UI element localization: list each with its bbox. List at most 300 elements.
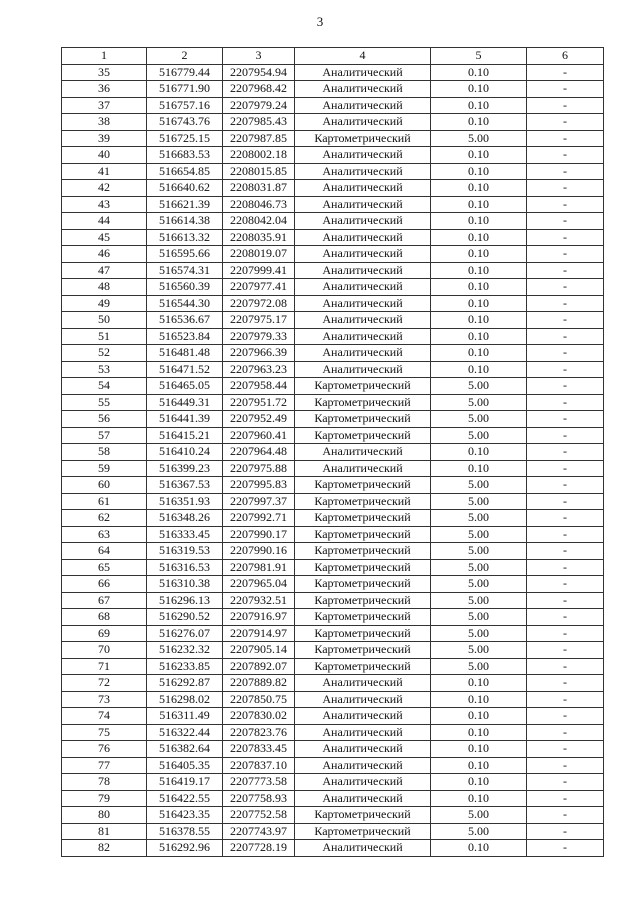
- y-coordinate-cell: 2207999.41: [223, 262, 295, 279]
- point-number-cell: 47: [62, 262, 147, 279]
- method-cell: Аналитический: [295, 295, 431, 312]
- table-row: [62, 543, 604, 560]
- point-number-cell: 38: [62, 114, 147, 131]
- method-cell: Картометрический: [295, 130, 431, 147]
- note-cell: -: [527, 411, 604, 428]
- point-number-cell: 67: [62, 592, 147, 609]
- note-cell: -: [527, 262, 604, 279]
- note-cell: -: [527, 246, 604, 263]
- note-cell: -: [527, 576, 604, 593]
- table-row: [62, 609, 604, 626]
- page-number: 3: [316, 14, 324, 29]
- method-cell: Картометрический: [295, 526, 431, 543]
- note-cell: -: [527, 609, 604, 626]
- note-cell: -: [527, 658, 604, 675]
- accuracy-cell: 0.10: [431, 213, 527, 230]
- y-coordinate-cell: 2208035.91: [223, 229, 295, 246]
- table-row: [62, 345, 604, 362]
- method-cell: Картометрический: [295, 576, 431, 593]
- y-coordinate-cell: 2207987.85: [223, 130, 295, 147]
- point-number-cell: 54: [62, 378, 147, 395]
- method-cell: Аналитический: [295, 312, 431, 329]
- accuracy-cell: 0.10: [431, 790, 527, 807]
- point-number-cell: 60: [62, 477, 147, 494]
- point-number-cell: 45: [62, 229, 147, 246]
- y-coordinate-cell: 2207979.24: [223, 97, 295, 114]
- accuracy-cell: 0.10: [431, 279, 527, 296]
- note-cell: -: [527, 840, 604, 857]
- table-row: [62, 180, 604, 197]
- method-cell: Аналитический: [295, 328, 431, 345]
- x-coordinate-cell: 516290.52: [147, 609, 223, 626]
- y-coordinate-cell: 2207975.17: [223, 312, 295, 329]
- note-cell: -: [527, 312, 604, 329]
- x-coordinate-cell: 516614.38: [147, 213, 223, 230]
- table-row: [62, 279, 604, 296]
- method-cell: Картометрический: [295, 823, 431, 840]
- point-number-cell: 76: [62, 741, 147, 758]
- accuracy-cell: 0.10: [431, 691, 527, 708]
- note-cell: -: [527, 394, 604, 411]
- x-coordinate-cell: 516382.64: [147, 741, 223, 758]
- y-coordinate-cell: 2207728.19: [223, 840, 295, 857]
- accuracy-cell: 5.00: [431, 658, 527, 675]
- note-cell: -: [527, 807, 604, 824]
- accuracy-cell: 5.00: [431, 807, 527, 824]
- point-number-cell: 71: [62, 658, 147, 675]
- accuracy-cell: 0.10: [431, 81, 527, 98]
- accuracy-cell: 0.10: [431, 328, 527, 345]
- x-coordinate-cell: 516410.24: [147, 444, 223, 461]
- y-coordinate-cell: 2207758.93: [223, 790, 295, 807]
- table-row: [62, 840, 604, 857]
- point-number-cell: 56: [62, 411, 147, 428]
- note-cell: -: [527, 213, 604, 230]
- accuracy-cell: 5.00: [431, 543, 527, 560]
- note-cell: -: [527, 493, 604, 510]
- table-row: [62, 493, 604, 510]
- method-cell: Картометрический: [295, 510, 431, 527]
- table-row: [62, 807, 604, 824]
- note-cell: -: [527, 114, 604, 131]
- method-cell: Аналитический: [295, 246, 431, 263]
- accuracy-cell: 0.10: [431, 295, 527, 312]
- table-row: [62, 658, 604, 675]
- note-cell: -: [527, 427, 604, 444]
- table-row: [62, 708, 604, 725]
- method-cell: Картометрический: [295, 378, 431, 395]
- y-coordinate-cell: 2207773.58: [223, 774, 295, 791]
- method-cell: Аналитический: [295, 460, 431, 477]
- accuracy-cell: 5.00: [431, 609, 527, 626]
- point-number-cell: 79: [62, 790, 147, 807]
- method-cell: Аналитический: [295, 180, 431, 197]
- method-cell: Аналитический: [295, 444, 431, 461]
- x-coordinate-cell: 516613.32: [147, 229, 223, 246]
- table-row: [62, 262, 604, 279]
- table-row: [62, 229, 604, 246]
- accuracy-cell: 5.00: [431, 559, 527, 576]
- method-cell: Аналитический: [295, 361, 431, 378]
- accuracy-cell: 0.10: [431, 114, 527, 131]
- y-coordinate-cell: 2207968.42: [223, 81, 295, 98]
- table-row: [62, 675, 604, 692]
- y-coordinate-cell: 2207752.58: [223, 807, 295, 824]
- note-cell: -: [527, 559, 604, 576]
- point-number-cell: 49: [62, 295, 147, 312]
- table-row: [62, 444, 604, 461]
- note-cell: -: [527, 147, 604, 164]
- table-row: [62, 559, 604, 576]
- note-cell: -: [527, 790, 604, 807]
- y-coordinate-cell: 2207995.83: [223, 477, 295, 494]
- note-cell: -: [527, 526, 604, 543]
- point-number-cell: 53: [62, 361, 147, 378]
- accuracy-cell: 0.10: [431, 64, 527, 81]
- note-cell: -: [527, 757, 604, 774]
- note-cell: -: [527, 592, 604, 609]
- note-cell: -: [527, 64, 604, 81]
- x-coordinate-cell: 516292.87: [147, 675, 223, 692]
- method-cell: Картометрический: [295, 592, 431, 609]
- accuracy-cell: 0.10: [431, 741, 527, 758]
- point-number-cell: 37: [62, 97, 147, 114]
- y-coordinate-cell: 2207954.94: [223, 64, 295, 81]
- accuracy-cell: 0.10: [431, 840, 527, 857]
- method-cell: Картометрический: [295, 493, 431, 510]
- y-coordinate-cell: 2207914.97: [223, 625, 295, 642]
- table-row: [62, 312, 604, 329]
- point-number-cell: 69: [62, 625, 147, 642]
- header-row: [62, 48, 604, 65]
- y-coordinate-cell: 2207850.75: [223, 691, 295, 708]
- y-coordinate-cell: 2208002.18: [223, 147, 295, 164]
- note-cell: -: [527, 691, 604, 708]
- point-number-cell: 57: [62, 427, 147, 444]
- accuracy-cell: 0.10: [431, 345, 527, 362]
- x-coordinate-cell: 516310.38: [147, 576, 223, 593]
- method-cell: Аналитический: [295, 213, 431, 230]
- y-coordinate-cell: 2207990.16: [223, 543, 295, 560]
- point-number-cell: 78: [62, 774, 147, 791]
- x-coordinate-cell: 516419.17: [147, 774, 223, 791]
- x-coordinate-cell: 516316.53: [147, 559, 223, 576]
- point-number-cell: 81: [62, 823, 147, 840]
- table-row: [62, 757, 604, 774]
- accuracy-cell: 5.00: [431, 625, 527, 642]
- accuracy-cell: 0.10: [431, 196, 527, 213]
- table-row: [62, 510, 604, 527]
- table-row: [62, 427, 604, 444]
- method-cell: Аналитический: [295, 196, 431, 213]
- point-number-cell: 65: [62, 559, 147, 576]
- x-coordinate-cell: 516654.85: [147, 163, 223, 180]
- y-coordinate-cell: 2207932.51: [223, 592, 295, 609]
- y-coordinate-cell: 2207979.33: [223, 328, 295, 345]
- x-coordinate-cell: 516560.39: [147, 279, 223, 296]
- y-coordinate-cell: 2207960.41: [223, 427, 295, 444]
- table-row: [62, 576, 604, 593]
- y-coordinate-cell: 2207837.10: [223, 757, 295, 774]
- accuracy-cell: 0.10: [431, 180, 527, 197]
- accuracy-cell: 5.00: [431, 493, 527, 510]
- x-coordinate-cell: 516449.31: [147, 394, 223, 411]
- table-row: [62, 147, 604, 164]
- note-cell: -: [527, 196, 604, 213]
- table-row: [62, 477, 604, 494]
- x-coordinate-cell: 516536.67: [147, 312, 223, 329]
- note-cell: -: [527, 279, 604, 296]
- y-coordinate-cell: 2207830.02: [223, 708, 295, 725]
- table-row: [62, 81, 604, 98]
- table-row: [62, 378, 604, 395]
- x-coordinate-cell: 516233.85: [147, 658, 223, 675]
- y-coordinate-cell: 2207958.44: [223, 378, 295, 395]
- column-header-3: 3: [223, 48, 295, 65]
- y-coordinate-cell: 2207952.49: [223, 411, 295, 428]
- x-coordinate-cell: 516771.90: [147, 81, 223, 98]
- table-row: [62, 394, 604, 411]
- y-coordinate-cell: 2207963.23: [223, 361, 295, 378]
- column-header-6: 6: [527, 48, 604, 65]
- note-cell: -: [527, 345, 604, 362]
- y-coordinate-cell: 2207990.17: [223, 526, 295, 543]
- method-cell: Картометрический: [295, 411, 431, 428]
- x-coordinate-cell: 516621.39: [147, 196, 223, 213]
- accuracy-cell: 5.00: [431, 411, 527, 428]
- y-coordinate-cell: 2207981.91: [223, 559, 295, 576]
- method-cell: Картометрический: [295, 543, 431, 560]
- note-cell: -: [527, 675, 604, 692]
- note-cell: -: [527, 741, 604, 758]
- note-cell: -: [527, 543, 604, 560]
- note-cell: -: [527, 163, 604, 180]
- y-coordinate-cell: 2207992.71: [223, 510, 295, 527]
- method-cell: Аналитический: [295, 114, 431, 131]
- note-cell: -: [527, 97, 604, 114]
- accuracy-cell: 0.10: [431, 444, 527, 461]
- method-cell: Аналитический: [295, 724, 431, 741]
- x-coordinate-cell: 516333.45: [147, 526, 223, 543]
- point-number-cell: 77: [62, 757, 147, 774]
- table-header: [62, 48, 604, 65]
- note-cell: -: [527, 724, 604, 741]
- table-row: [62, 790, 604, 807]
- note-cell: -: [527, 295, 604, 312]
- accuracy-cell: 5.00: [431, 477, 527, 494]
- table-row: [62, 691, 604, 708]
- table-row: [62, 741, 604, 758]
- x-coordinate-cell: 516232.32: [147, 642, 223, 659]
- point-number-cell: 51: [62, 328, 147, 345]
- note-cell: -: [527, 510, 604, 527]
- x-coordinate-cell: 516367.53: [147, 477, 223, 494]
- method-cell: Аналитический: [295, 81, 431, 98]
- point-number-cell: 70: [62, 642, 147, 659]
- point-number-cell: 68: [62, 609, 147, 626]
- x-coordinate-cell: 516471.52: [147, 361, 223, 378]
- method-cell: Аналитический: [295, 708, 431, 725]
- y-coordinate-cell: 2207823.76: [223, 724, 295, 741]
- y-coordinate-cell: 2208031.87: [223, 180, 295, 197]
- method-cell: Аналитический: [295, 163, 431, 180]
- point-number-cell: 80: [62, 807, 147, 824]
- y-coordinate-cell: 2208019.07: [223, 246, 295, 263]
- point-number-cell: 43: [62, 196, 147, 213]
- y-coordinate-cell: 2207965.04: [223, 576, 295, 593]
- accuracy-cell: 0.10: [431, 147, 527, 164]
- table-row: [62, 625, 604, 642]
- y-coordinate-cell: 2207977.41: [223, 279, 295, 296]
- y-coordinate-cell: 2207905.14: [223, 642, 295, 659]
- x-coordinate-cell: 516319.53: [147, 543, 223, 560]
- note-cell: -: [527, 180, 604, 197]
- point-number-cell: 58: [62, 444, 147, 461]
- x-coordinate-cell: 516574.31: [147, 262, 223, 279]
- point-number-cell: 44: [62, 213, 147, 230]
- table-body: [62, 64, 604, 856]
- note-cell: -: [527, 823, 604, 840]
- x-coordinate-cell: 516422.55: [147, 790, 223, 807]
- method-cell: Картометрический: [295, 394, 431, 411]
- accuracy-cell: 0.10: [431, 757, 527, 774]
- point-number-cell: 42: [62, 180, 147, 197]
- x-coordinate-cell: 516465.05: [147, 378, 223, 395]
- point-number-cell: 63: [62, 526, 147, 543]
- column-header-4: 4: [295, 48, 431, 65]
- table-row: [62, 97, 604, 114]
- point-number-cell: 66: [62, 576, 147, 593]
- table-row: [62, 163, 604, 180]
- point-number-cell: 55: [62, 394, 147, 411]
- y-coordinate-cell: 2207985.43: [223, 114, 295, 131]
- point-number-cell: 39: [62, 130, 147, 147]
- method-cell: Аналитический: [295, 840, 431, 857]
- accuracy-cell: 0.10: [431, 708, 527, 725]
- y-coordinate-cell: 2208042.04: [223, 213, 295, 230]
- accuracy-cell: 0.10: [431, 774, 527, 791]
- accuracy-cell: 0.10: [431, 229, 527, 246]
- note-cell: -: [527, 774, 604, 791]
- method-cell: Аналитический: [295, 675, 431, 692]
- x-coordinate-cell: 516292.96: [147, 840, 223, 857]
- table-row: [62, 328, 604, 345]
- note-cell: -: [527, 81, 604, 98]
- column-header-2: 2: [147, 48, 223, 65]
- table-row: [62, 213, 604, 230]
- x-coordinate-cell: 516378.55: [147, 823, 223, 840]
- x-coordinate-cell: 516276.07: [147, 625, 223, 642]
- coordinates-table: [61, 47, 604, 857]
- note-cell: -: [527, 460, 604, 477]
- point-number-cell: 59: [62, 460, 147, 477]
- point-number-cell: 48: [62, 279, 147, 296]
- table-row: [62, 774, 604, 791]
- y-coordinate-cell: 2207916.97: [223, 609, 295, 626]
- x-coordinate-cell: 516405.35: [147, 757, 223, 774]
- point-number-cell: 72: [62, 675, 147, 692]
- accuracy-cell: 5.00: [431, 427, 527, 444]
- x-coordinate-cell: 516743.76: [147, 114, 223, 131]
- x-coordinate-cell: 516640.62: [147, 180, 223, 197]
- column-header-5: 5: [431, 48, 527, 65]
- x-coordinate-cell: 516481.48: [147, 345, 223, 362]
- method-cell: Картометрический: [295, 609, 431, 626]
- x-coordinate-cell: 516523.84: [147, 328, 223, 345]
- method-cell: Аналитический: [295, 741, 431, 758]
- table-row: [62, 64, 604, 81]
- accuracy-cell: 5.00: [431, 378, 527, 395]
- accuracy-cell: 5.00: [431, 510, 527, 527]
- point-number-cell: 41: [62, 163, 147, 180]
- table-row: [62, 114, 604, 131]
- method-cell: Аналитический: [295, 345, 431, 362]
- method-cell: Аналитический: [295, 757, 431, 774]
- accuracy-cell: 0.10: [431, 675, 527, 692]
- accuracy-cell: 0.10: [431, 97, 527, 114]
- method-cell: Картометрический: [295, 477, 431, 494]
- method-cell: Картометрический: [295, 427, 431, 444]
- x-coordinate-cell: 516348.26: [147, 510, 223, 527]
- method-cell: Картометрический: [295, 625, 431, 642]
- accuracy-cell: 0.10: [431, 460, 527, 477]
- y-coordinate-cell: 2207892.07: [223, 658, 295, 675]
- method-cell: Аналитический: [295, 774, 431, 791]
- y-coordinate-cell: 2207972.08: [223, 295, 295, 312]
- point-number-cell: 46: [62, 246, 147, 263]
- x-coordinate-cell: 516322.44: [147, 724, 223, 741]
- point-number-cell: 35: [62, 64, 147, 81]
- y-coordinate-cell: 2208015.85: [223, 163, 295, 180]
- note-cell: -: [527, 444, 604, 461]
- column-header-1: 1: [62, 48, 147, 65]
- y-coordinate-cell: 2207951.72: [223, 394, 295, 411]
- x-coordinate-cell: 516298.02: [147, 691, 223, 708]
- point-number-cell: 52: [62, 345, 147, 362]
- x-coordinate-cell: 516311.49: [147, 708, 223, 725]
- point-number-cell: 61: [62, 493, 147, 510]
- note-cell: -: [527, 625, 604, 642]
- table-row: [62, 411, 604, 428]
- point-number-cell: 62: [62, 510, 147, 527]
- note-cell: -: [527, 708, 604, 725]
- note-cell: -: [527, 130, 604, 147]
- method-cell: Аналитический: [295, 147, 431, 164]
- method-cell: Картометрический: [295, 807, 431, 824]
- accuracy-cell: 5.00: [431, 576, 527, 593]
- y-coordinate-cell: 2207964.48: [223, 444, 295, 461]
- table-row: [62, 592, 604, 609]
- point-number-cell: 74: [62, 708, 147, 725]
- accuracy-cell: 0.10: [431, 724, 527, 741]
- y-coordinate-cell: 2207997.37: [223, 493, 295, 510]
- method-cell: Аналитический: [295, 691, 431, 708]
- note-cell: -: [527, 361, 604, 378]
- note-cell: -: [527, 477, 604, 494]
- accuracy-cell: 0.10: [431, 262, 527, 279]
- table-row: [62, 642, 604, 659]
- table-row: [62, 361, 604, 378]
- method-cell: Аналитический: [295, 64, 431, 81]
- point-number-cell: 82: [62, 840, 147, 857]
- x-coordinate-cell: 516725.15: [147, 130, 223, 147]
- x-coordinate-cell: 516441.39: [147, 411, 223, 428]
- method-cell: Аналитический: [295, 262, 431, 279]
- method-cell: Аналитический: [295, 229, 431, 246]
- table-row: [62, 823, 604, 840]
- accuracy-cell: 0.10: [431, 246, 527, 263]
- note-cell: -: [527, 229, 604, 246]
